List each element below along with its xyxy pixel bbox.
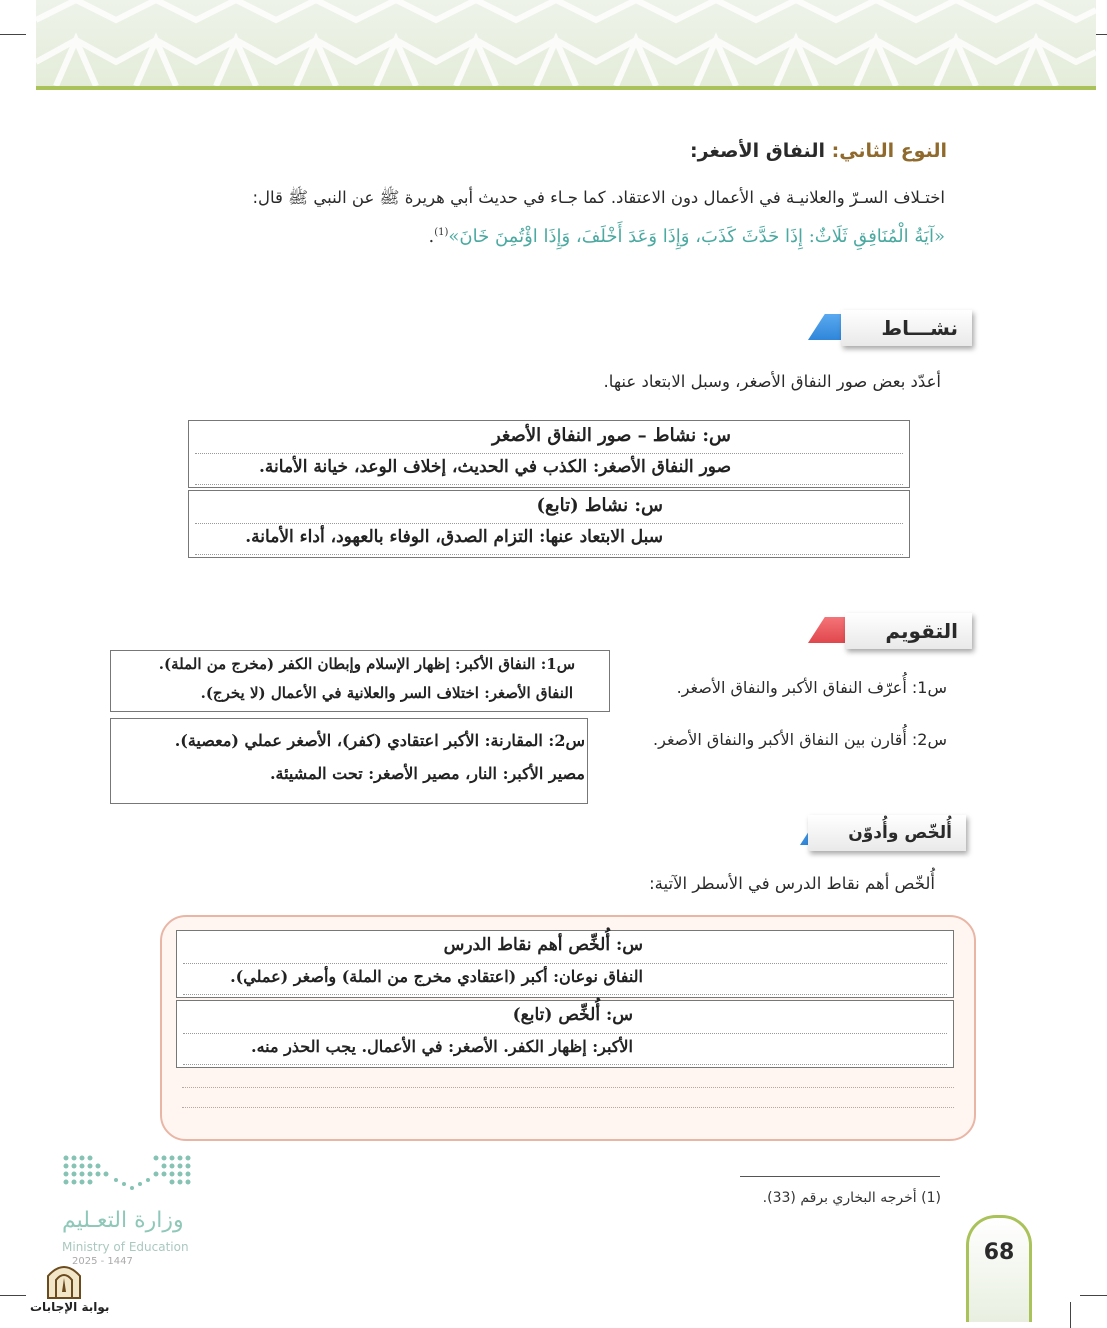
geometric-pattern (36, 0, 1096, 86)
answer-text: س: أُلخِّص (تابع) (512, 1005, 633, 1025)
answer-text: س: أُلخِّص أهم نقاط الدرس (443, 935, 643, 955)
summary-answer-box-1 (176, 930, 954, 998)
definition-text: اختـلاف السـرّ والعلانيـة في الأعمال دون الاعتقاد. كما جـاء في حديث أبي هريرة ﷺ عن النبي ﷺ قال: (252, 188, 945, 207)
footnote-ref: (1) (434, 227, 449, 238)
answer-text: صور النفاق الأصغر: الكذب في الحديث، إخلاف الوعد، خيانة الأمانة. (259, 457, 731, 477)
section-title-value: النفاق الأصغر: (689, 140, 825, 162)
dotted-line (195, 484, 903, 485)
answer-text: النفاق نوعان: أكبر (اعتقادي مخرج من الملة) وأصغر (عملي). (230, 967, 643, 986)
dotted-line (183, 994, 947, 995)
evaluation-question-1: س1: أُعرّف النفاق الأكبر والنفاق الأصغر. (676, 678, 947, 697)
ministry-name-ar: وزارة التعـليم (62, 1208, 184, 1233)
hadith-text: «آيَةُ الْمُنَافِقِ ثَلَاثٌ: إِذَا حَدَّثَ كَذَبَ، وَإِذَا وَعَدَ أَخْلَفَ، وَإِذَا اؤْتُمِنَ خَانَ» (448, 226, 945, 247)
dotted-line (195, 453, 903, 454)
answer-text: الأكبر: إظهار الكفر. الأصغر: في الأعمال. يجب الحذر منه. (251, 1037, 633, 1056)
footnote-text: (1) أخرجه البخاري برقم (33). (762, 1190, 941, 1206)
activity-answer-box-1 (188, 420, 910, 488)
dotted-line (182, 1087, 954, 1088)
dotted-line (183, 1064, 947, 1065)
evaluation-answer-box-1 (110, 650, 610, 712)
summary-answer-box-2 (176, 1000, 954, 1068)
evaluation-tag (808, 613, 972, 649)
answer-text: مصير الأكبر: النار، مصير الأصغر: تحت المشيئة. (269, 764, 585, 783)
ministry-name-en: Ministry of Education (62, 1240, 189, 1254)
footnote-divider (740, 1176, 940, 1177)
answer-text: سبل الابتعاد عنها: التزام الصدق، الوفاء بالعهود، أداء الأمانة. (245, 527, 663, 547)
activity-answer-box-2 (188, 490, 910, 558)
section-title-label: النوع الثاني: (831, 140, 947, 162)
activity-tag (808, 310, 972, 346)
dotted-line (183, 963, 947, 964)
dotted-line (182, 1107, 954, 1108)
ministry-dots-logo (60, 1152, 200, 1200)
watermark-logo-icon (44, 1258, 84, 1300)
answer-text: س2: المقارنة: الأكبر اعتقادي (كفر)، الأصغر عملي (معصية). (174, 731, 585, 750)
hadith-end: . (428, 226, 435, 247)
summary-tag (800, 815, 966, 851)
crop-mark (1080, 1295, 1107, 1296)
header-divider (36, 86, 1096, 90)
summary-tag-label: أُلخّص وأُدوّن (808, 815, 966, 851)
header-pattern-band (36, 0, 1096, 86)
evaluation-question-2: س2: أُقارن بين النفاق الأكبر والنفاق الأصغر. (653, 730, 947, 749)
hadith-quote (428, 226, 945, 247)
section-title (690, 140, 947, 162)
summary-instruction: أُلخّص أهم نقاط الدرس في الأسطر الآتية: (649, 874, 935, 893)
dotted-line (195, 523, 903, 524)
answer-text: س: نشاط – صور النفاق الأصغر (491, 425, 731, 446)
crop-mark (1070, 1302, 1071, 1328)
crop-mark (0, 34, 26, 35)
crop-mark (0, 1295, 26, 1296)
page-number-tab (966, 1215, 1032, 1322)
dotted-line (183, 1033, 947, 1034)
edition-year: 2025 - 1447 (72, 1256, 133, 1267)
evaluation-answer-box-2 (110, 718, 588, 804)
answer-text: س1: النفاق الأكبر: إظهار الإسلام وإبطان الكفر (مخرج من الملة). (158, 655, 575, 673)
evaluation-tag-label: التقويم (845, 613, 972, 649)
answer-text: النفاق الأصغر: اختلاف السر والعلانية في الأعمال (لا يخرج). (200, 684, 573, 702)
answer-text: س: نشاط (تابع) (536, 495, 663, 516)
watermark-text: بوابة الإجابات (30, 1300, 110, 1314)
activity-instruction: أعدّد بعض صور النفاق الأصغر، وسبل الابتعاد عنها. (603, 372, 941, 391)
page-number: 68 (983, 1240, 1015, 1265)
activity-tag-label: نشـــاط (841, 310, 972, 346)
dotted-line (195, 554, 903, 555)
